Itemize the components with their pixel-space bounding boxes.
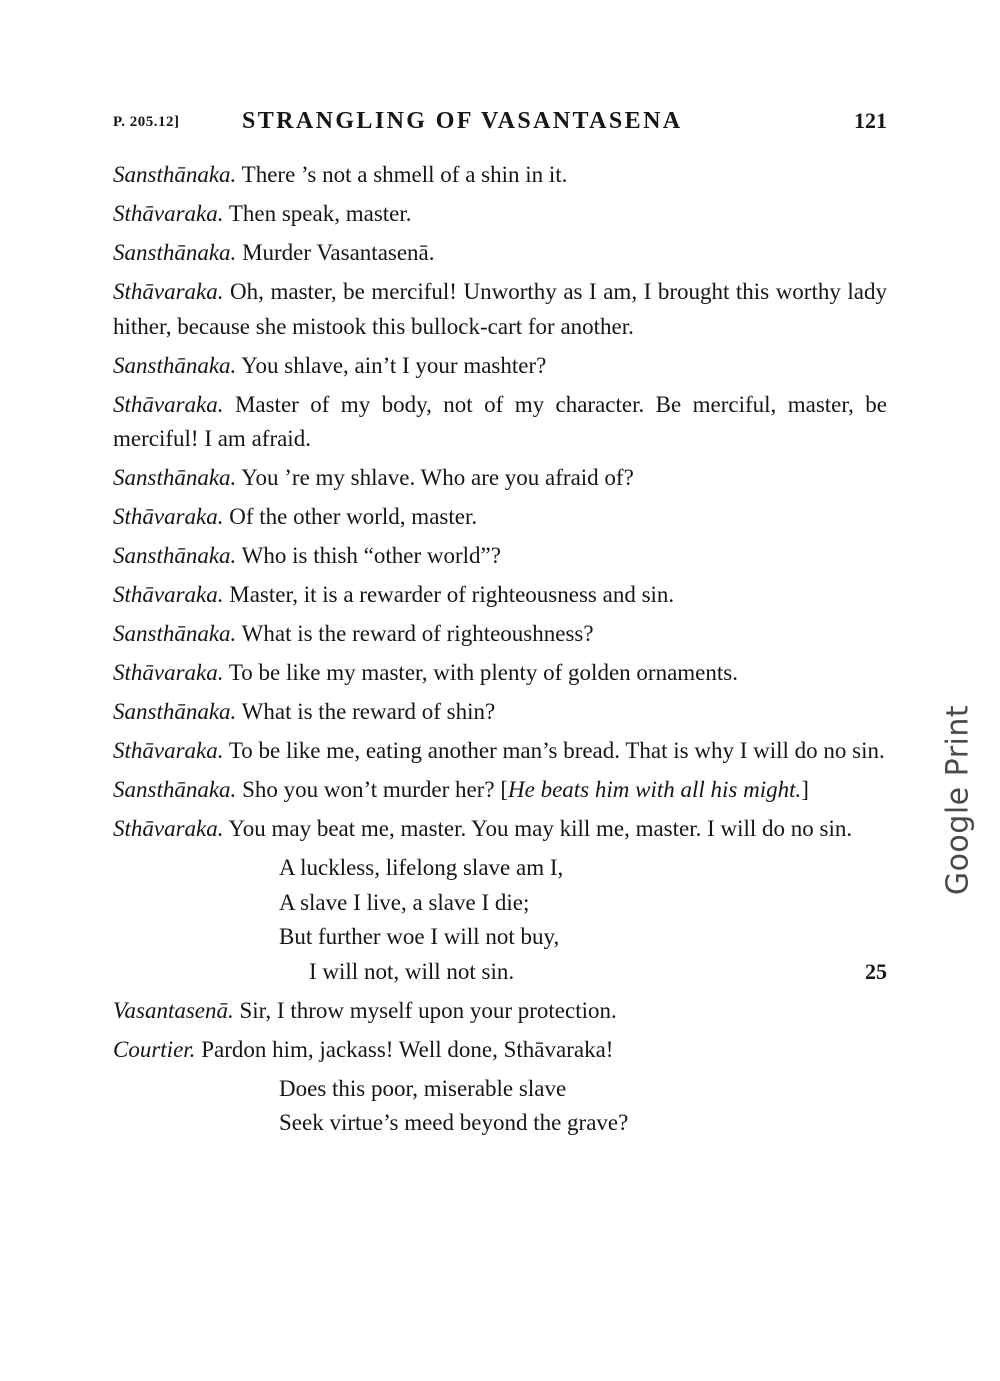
dialogue-text: To be like my master, with plenty of golden ornaments. bbox=[223, 660, 738, 685]
speaker-name: Sansthānaka. bbox=[113, 621, 237, 646]
verse-line: Seek virtue’s meed beyond the grave? bbox=[279, 1110, 629, 1135]
verse-line: A luckless, lifelong slave am I, bbox=[279, 855, 564, 880]
speaker-name: Courtier. bbox=[113, 1036, 196, 1062]
dialogue-line bbox=[113, 197, 887, 232]
dialogue-text: Master of my body, not of my character. Be merciful, master, be merciful! I am afraid. bbox=[113, 391, 887, 451]
dialogue-line bbox=[113, 734, 887, 769]
speaker-name: Sthāvaraka. bbox=[113, 504, 224, 529]
dialogue-text: Pardon him, jackass! Well done, Sthāvaraka! bbox=[195, 1036, 614, 1062]
dialogue-line bbox=[113, 994, 887, 1029]
dialogue-line bbox=[113, 695, 887, 730]
speaker-name: Sthāvaraka. bbox=[113, 391, 224, 417]
dialogue-line bbox=[113, 578, 887, 613]
dialogue-text: To be like me, eating another man’s bread. That is why I will do no sin. bbox=[223, 738, 885, 763]
dialogue-line bbox=[113, 349, 887, 384]
dialogue-text: You may beat me, master. You may kill me, master. I will do no sin. bbox=[223, 816, 853, 841]
dialogue-line bbox=[113, 539, 887, 574]
dialogue-line bbox=[113, 500, 887, 535]
speaker-name: Sthāvaraka. bbox=[113, 738, 224, 763]
stage-direction: He beats him with all his might. bbox=[508, 777, 802, 802]
dialogue-text: You shlave, ain’t I your mashter? bbox=[236, 352, 547, 378]
speaker-name: Sansthānaka. bbox=[113, 352, 237, 378]
dialogue-text: Murder Vasantasenā. bbox=[236, 240, 435, 265]
verse-line: Does this poor, miserable slave bbox=[279, 1075, 567, 1101]
dialogue-line bbox=[113, 388, 887, 457]
speaker-name: Sansthānaka. bbox=[113, 240, 237, 265]
dialogue-text: What is the reward of shin? bbox=[236, 699, 496, 724]
dialogue-line bbox=[113, 275, 887, 344]
dialogue-text: Master, it is a rewarder of righteousness and sin. bbox=[223, 582, 675, 607]
speaker-name: Sthāvaraka. bbox=[113, 816, 224, 841]
dialogue-line bbox=[113, 656, 887, 691]
verse-line-with-number bbox=[113, 955, 887, 990]
speaker-name: Sansthānaka. bbox=[113, 699, 237, 724]
dialogue-line bbox=[113, 773, 887, 808]
dialogue-line bbox=[113, 236, 887, 271]
dialogue-text: Who is thish “other world”? bbox=[236, 543, 501, 568]
speaker-name: Sthāvaraka. bbox=[113, 660, 224, 685]
speaker-name: Vasantasenā. bbox=[113, 997, 234, 1023]
speaker-name: Sthāvaraka. bbox=[113, 201, 224, 226]
stage-direction-close: ] bbox=[801, 777, 809, 802]
dialogue-text: Sir, I throw myself upon your protection. bbox=[233, 997, 617, 1023]
speaker-name: Sansthānaka. bbox=[113, 777, 237, 802]
page-number: 121 bbox=[854, 108, 887, 133]
dialogue-line bbox=[113, 812, 887, 847]
chapter-title: STRANGLING OF VASANTASENA bbox=[242, 108, 683, 134]
google-print-watermark: Google Print bbox=[940, 704, 976, 896]
verse-line: But further woe I will not buy, bbox=[279, 924, 560, 949]
dialogue-text: Oh, master, be merciful! Unworthy as I am, I brought this worthy lady hither, because she mistook this bullock-cart for another. bbox=[113, 279, 887, 339]
speaker-name: Sansthānaka. bbox=[113, 543, 237, 568]
verse-line: A slave I live, a slave I die; bbox=[279, 889, 530, 915]
speaker-name: Sansthānaka. bbox=[113, 465, 237, 490]
dialogue-line bbox=[113, 461, 887, 496]
dialogue-line bbox=[113, 617, 887, 652]
dialogue-line bbox=[113, 158, 887, 193]
page-body bbox=[113, 158, 887, 1145]
dialogue-text: Then speak, master. bbox=[223, 201, 412, 226]
dialogue-text: Sho you won’t murder her? [ bbox=[236, 777, 508, 802]
verse-stanza bbox=[113, 1072, 887, 1141]
verse-stanza bbox=[113, 851, 887, 989]
dialogue-text: There ’s not a shmell of a shin in it. bbox=[236, 162, 568, 187]
speaker-name: Sthāvaraka. bbox=[113, 582, 224, 607]
dialogue-text: Of the other world, master. bbox=[223, 504, 478, 529]
speaker-name: Sansthānaka. bbox=[113, 162, 237, 187]
dialogue-line bbox=[113, 1033, 887, 1068]
page-header bbox=[113, 108, 887, 142]
verse-line-text: I will not, will not sin. bbox=[309, 958, 515, 984]
page-reference: P. 205.12] bbox=[113, 114, 180, 130]
dialogue-text: What is the reward of righteoushness? bbox=[236, 621, 594, 646]
dialogue-text: You ’re my shlave. Who are you afraid of? bbox=[236, 465, 634, 490]
speaker-name: Sthāvaraka. bbox=[113, 279, 224, 304]
verse-line-number: 25 bbox=[865, 958, 887, 984]
